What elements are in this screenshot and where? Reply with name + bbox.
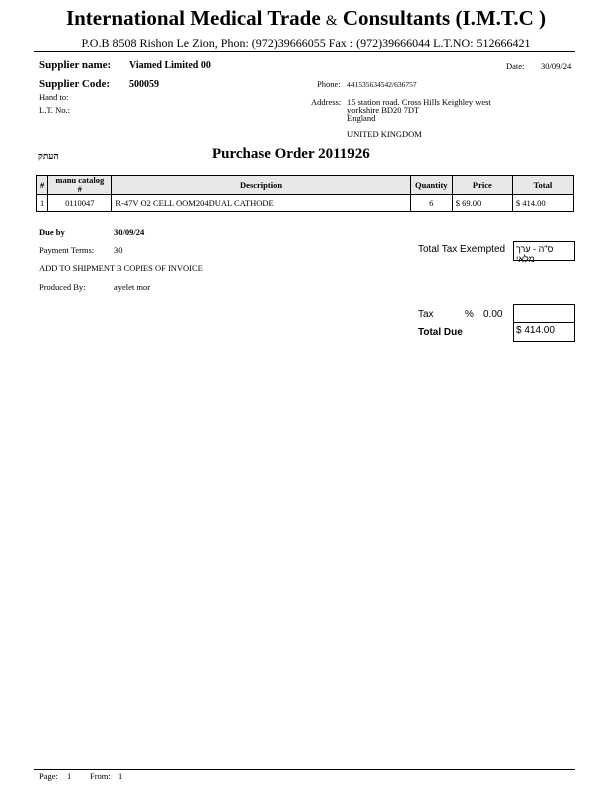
copy-label: העתק <box>38 151 59 161</box>
tax-amount-box <box>513 304 575 324</box>
col-header-catalog <box>48 176 112 195</box>
company-ampersand: & <box>325 13 338 29</box>
payment-terms-value: 30 <box>114 245 123 255</box>
total-due-value: $ 414.00 <box>516 325 555 336</box>
produced-by-label: Produced By: <box>39 282 86 292</box>
address-label: Address: <box>311 97 342 107</box>
row-catalog: 0110047 <box>48 195 112 212</box>
produced-by-value: ayelet mor <box>114 282 151 292</box>
from-value: 1 <box>118 771 123 781</box>
tax-percent-sign: % <box>465 309 474 320</box>
table-row <box>37 195 574 212</box>
from-label: From: <box>90 771 111 781</box>
company-name: International Medical Trade & Consultants (I.M.T.C ) <box>65 6 547 30</box>
catalog-header-line2: # <box>77 184 82 194</box>
page-title: Purchase Order 2011926 <box>212 146 370 162</box>
address-country: UNITED KINGDOM <box>347 129 422 139</box>
row-number: 1 <box>37 195 48 212</box>
row-price: $ 69.00 <box>452 195 512 212</box>
catalog-header-line1: manu catalog <box>55 175 105 185</box>
col-header-description: Description <box>112 176 410 195</box>
tax-label: Tax <box>418 309 434 320</box>
company-contact-line: P.O.B 8508 Rishon Le Zion, Phon: (972)39666055 Fax : (972)39666044 L.T.NO: 512666421 <box>81 36 531 50</box>
due-by-value: 30/09/24 <box>114 227 145 237</box>
total-due-label: Total Due <box>418 327 463 338</box>
shipment-note: ADD TO SHIPMENT 3 COPIES OF INVOICE <box>39 263 203 273</box>
payment-terms-label: Payment Terms: <box>39 245 95 255</box>
supplier-code-label: Supplier Code: <box>39 78 111 90</box>
tax-exempted-label: Total Tax Exempted <box>418 244 506 255</box>
supplier-code-value: 500059 <box>129 79 159 90</box>
page-number: 1 <box>67 771 72 781</box>
tax-exempted-box <box>513 241 575 264</box>
row-quantity: 6 <box>410 195 452 212</box>
items-table <box>36 175 574 212</box>
row-description: R-47V O2 CELL OOM204DUAL CATHODE <box>112 195 410 212</box>
col-header-number: # <box>37 176 48 195</box>
address-line-2: yorkshire BD20 7DT <box>347 105 420 115</box>
hand-to-label: Hand to: <box>39 92 69 102</box>
col-header-total: Total <box>512 176 573 195</box>
tax-percent-value: 0.00 <box>483 309 503 320</box>
tax-amount-value <box>514 305 574 307</box>
address-line-3: England <box>347 113 376 123</box>
supplier-name-label: Supplier name: <box>39 59 112 71</box>
table-header-row <box>37 176 574 195</box>
address-line-1: 15 station road. Cross Hills Keighley west <box>347 97 491 107</box>
phone-value: 441535634542/636757 <box>347 80 417 89</box>
col-header-price: Price <box>452 176 512 195</box>
date-value: 30/09/24 <box>541 61 572 71</box>
header-rule <box>34 51 575 52</box>
row-total: $ 414.00 <box>512 195 573 212</box>
page-label: Page: <box>39 771 58 781</box>
lt-no-label: L.T. No.: <box>39 105 71 115</box>
footer-rule <box>34 769 575 770</box>
due-by-label: Due by <box>39 227 65 237</box>
tax-exempted-value: ס"ה - ערך מלאי <box>516 244 554 264</box>
phone-label: Phone: <box>317 79 341 89</box>
col-header-quantity: Quantity <box>410 176 452 195</box>
supplier-name-value: Viamed Limited 00 <box>129 60 211 71</box>
total-due-box <box>513 322 575 342</box>
date-label: Date: <box>506 61 525 71</box>
